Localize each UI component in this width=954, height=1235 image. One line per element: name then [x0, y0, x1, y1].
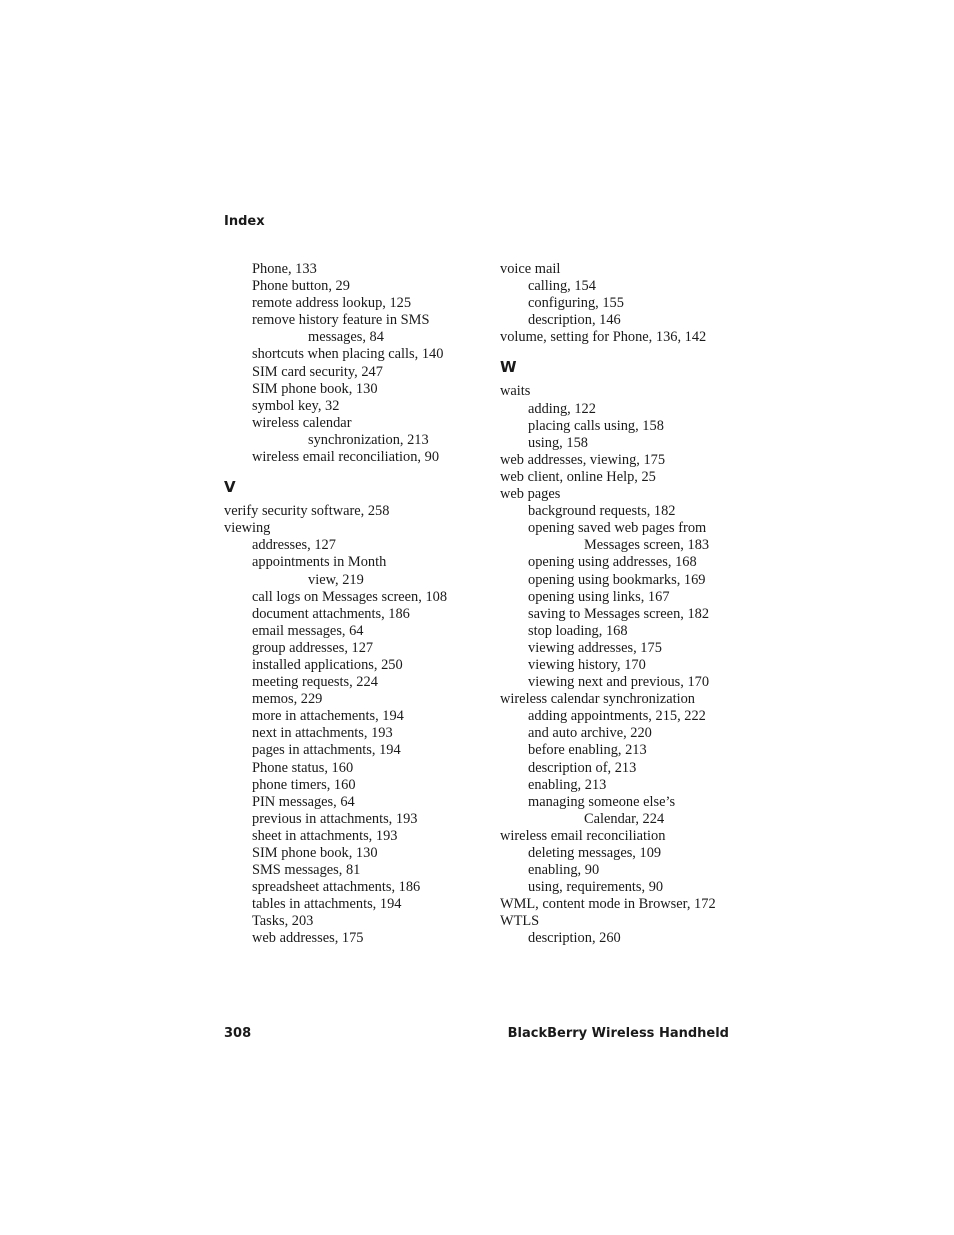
index-entry: verify security software, 258: [224, 503, 390, 520]
index-subentry: document attachments, 186: [252, 605, 410, 622]
index-subentry: shortcuts when placing calls, 140: [252, 346, 444, 363]
index-continuation: Messages screen, 183: [584, 537, 710, 554]
index-subentry: Phone, 133: [252, 261, 317, 277]
index-subentry: web addresses, 175: [252, 930, 364, 947]
index-entry: volume, setting for Phone, 136, 142: [500, 329, 707, 346]
index-entry: WML, content mode in Browser, 172: [500, 896, 716, 913]
index-subentry: addresses, 127: [252, 537, 336, 554]
index-subentry: placing calls using, 158: [528, 417, 664, 434]
index-subentry: opening using addresses, 168: [528, 554, 697, 571]
index-continuation: Calendar, 224: [584, 810, 665, 827]
index-entry: voice mail: [500, 261, 561, 277]
index-subentry: opening using bookmarks, 169: [528, 571, 706, 588]
index-subentry: remove history feature in SMS: [252, 312, 430, 329]
index-continuation: synchronization, 213: [308, 431, 429, 448]
index-subentry: using, 158: [528, 434, 588, 451]
index-subentry: wireless email reconciliation, 90: [252, 449, 440, 466]
page-header: Index: [224, 214, 265, 229]
index-subentry: more in attachements, 194: [252, 708, 404, 725]
index-column-left: [224, 261, 474, 948]
index-subentry: memos, 229: [252, 691, 323, 708]
index-subentry: SIM phone book, 130: [252, 380, 378, 397]
index-subentry: Tasks, 203: [252, 913, 314, 930]
index-subentry: configuring, 155: [528, 295, 624, 312]
index-subentry: appointments in Month: [252, 554, 387, 571]
index-entry: waits: [500, 383, 531, 400]
index-subentry: calling, 154: [528, 278, 596, 295]
page-number: 308: [224, 1026, 252, 1041]
index-subentry: SIM card security, 247: [252, 363, 383, 380]
index-entry: wireless email reconciliation: [500, 827, 666, 844]
index-entry: viewing: [224, 520, 271, 537]
index-subentry: Phone button, 29: [252, 278, 350, 295]
index-subentry: SIM phone book, 130: [252, 845, 378, 861]
index-subentry: next in attachments, 193: [252, 725, 393, 742]
index-subentry: stop loading, 168: [528, 622, 628, 639]
index-continuation: view, 219: [308, 571, 364, 588]
index-entry: web addresses, viewing, 175: [500, 451, 666, 468]
index-subentry: sheet in attachments, 193: [252, 827, 398, 844]
index-column-right: [500, 261, 740, 948]
book-title: BlackBerry Wireless Handheld: [507, 1026, 729, 1041]
index-subentry: enabling, 213: [528, 776, 607, 793]
index-entry: WTLS: [500, 913, 540, 930]
index-subentry: group addresses, 127: [252, 639, 374, 656]
index-subentry: managing someone else’s: [528, 793, 676, 810]
index-subentry: remote address lookup, 125: [252, 295, 412, 312]
index-subentry: call logs on Messages screen, 108: [252, 588, 448, 605]
index-entry: web pages: [500, 486, 561, 503]
index-continuation: messages, 84: [308, 329, 384, 346]
index-subentry: viewing next and previous, 170: [528, 674, 710, 691]
index-subentry: description, 146: [528, 312, 621, 329]
index-subentry: wireless calendar: [252, 414, 352, 431]
section-letter: W: [500, 358, 517, 377]
index-subentry: email messages, 64: [252, 622, 364, 639]
index-subentry: adding, 122: [528, 400, 596, 417]
index-subentry: using, requirements, 90: [528, 879, 664, 896]
index-subentry: opening saved web pages from: [528, 520, 707, 537]
index-subentry: adding appointments, 215, 222: [528, 708, 706, 725]
index-subentry: SMS messages, 81: [252, 862, 361, 879]
index-subentry: opening using links, 167: [528, 588, 670, 605]
section-letter: V: [224, 478, 236, 497]
index-subentry: background requests, 182: [528, 503, 676, 520]
index-subentry: phone timers, 160: [252, 776, 356, 793]
index-subentry: description of, 213: [528, 759, 637, 776]
index-subentry: Phone status, 160: [252, 759, 354, 776]
index-subentry: viewing history, 170: [528, 656, 646, 673]
index-subentry: symbol key, 32: [252, 397, 340, 414]
index-subentry: saving to Messages screen, 182: [528, 605, 710, 622]
index-subentry: pages in attachments, 194: [252, 742, 401, 759]
index-subentry: installed applications, 250: [252, 656, 403, 673]
index-subentry: previous in attachments, 193: [252, 810, 418, 827]
index-subentry: viewing addresses, 175: [528, 639, 662, 656]
index-subentry: deleting messages, 109: [528, 845, 662, 861]
index-subentry: PIN messages, 64: [252, 793, 355, 810]
index-entry: web client, online Help, 25: [500, 468, 656, 485]
index-subentry: description, 260: [528, 930, 621, 947]
index-subentry: before enabling, 213: [528, 742, 647, 759]
index-subentry: enabling, 90: [528, 862, 600, 879]
index-entry: wireless calendar synchronization: [500, 691, 695, 708]
index-subentry: tables in attachments, 194: [252, 896, 402, 913]
index-subentry: and auto archive, 220: [528, 725, 652, 742]
index-subentry: spreadsheet attachments, 186: [252, 879, 421, 896]
index-subentry: meeting requests, 224: [252, 674, 378, 691]
